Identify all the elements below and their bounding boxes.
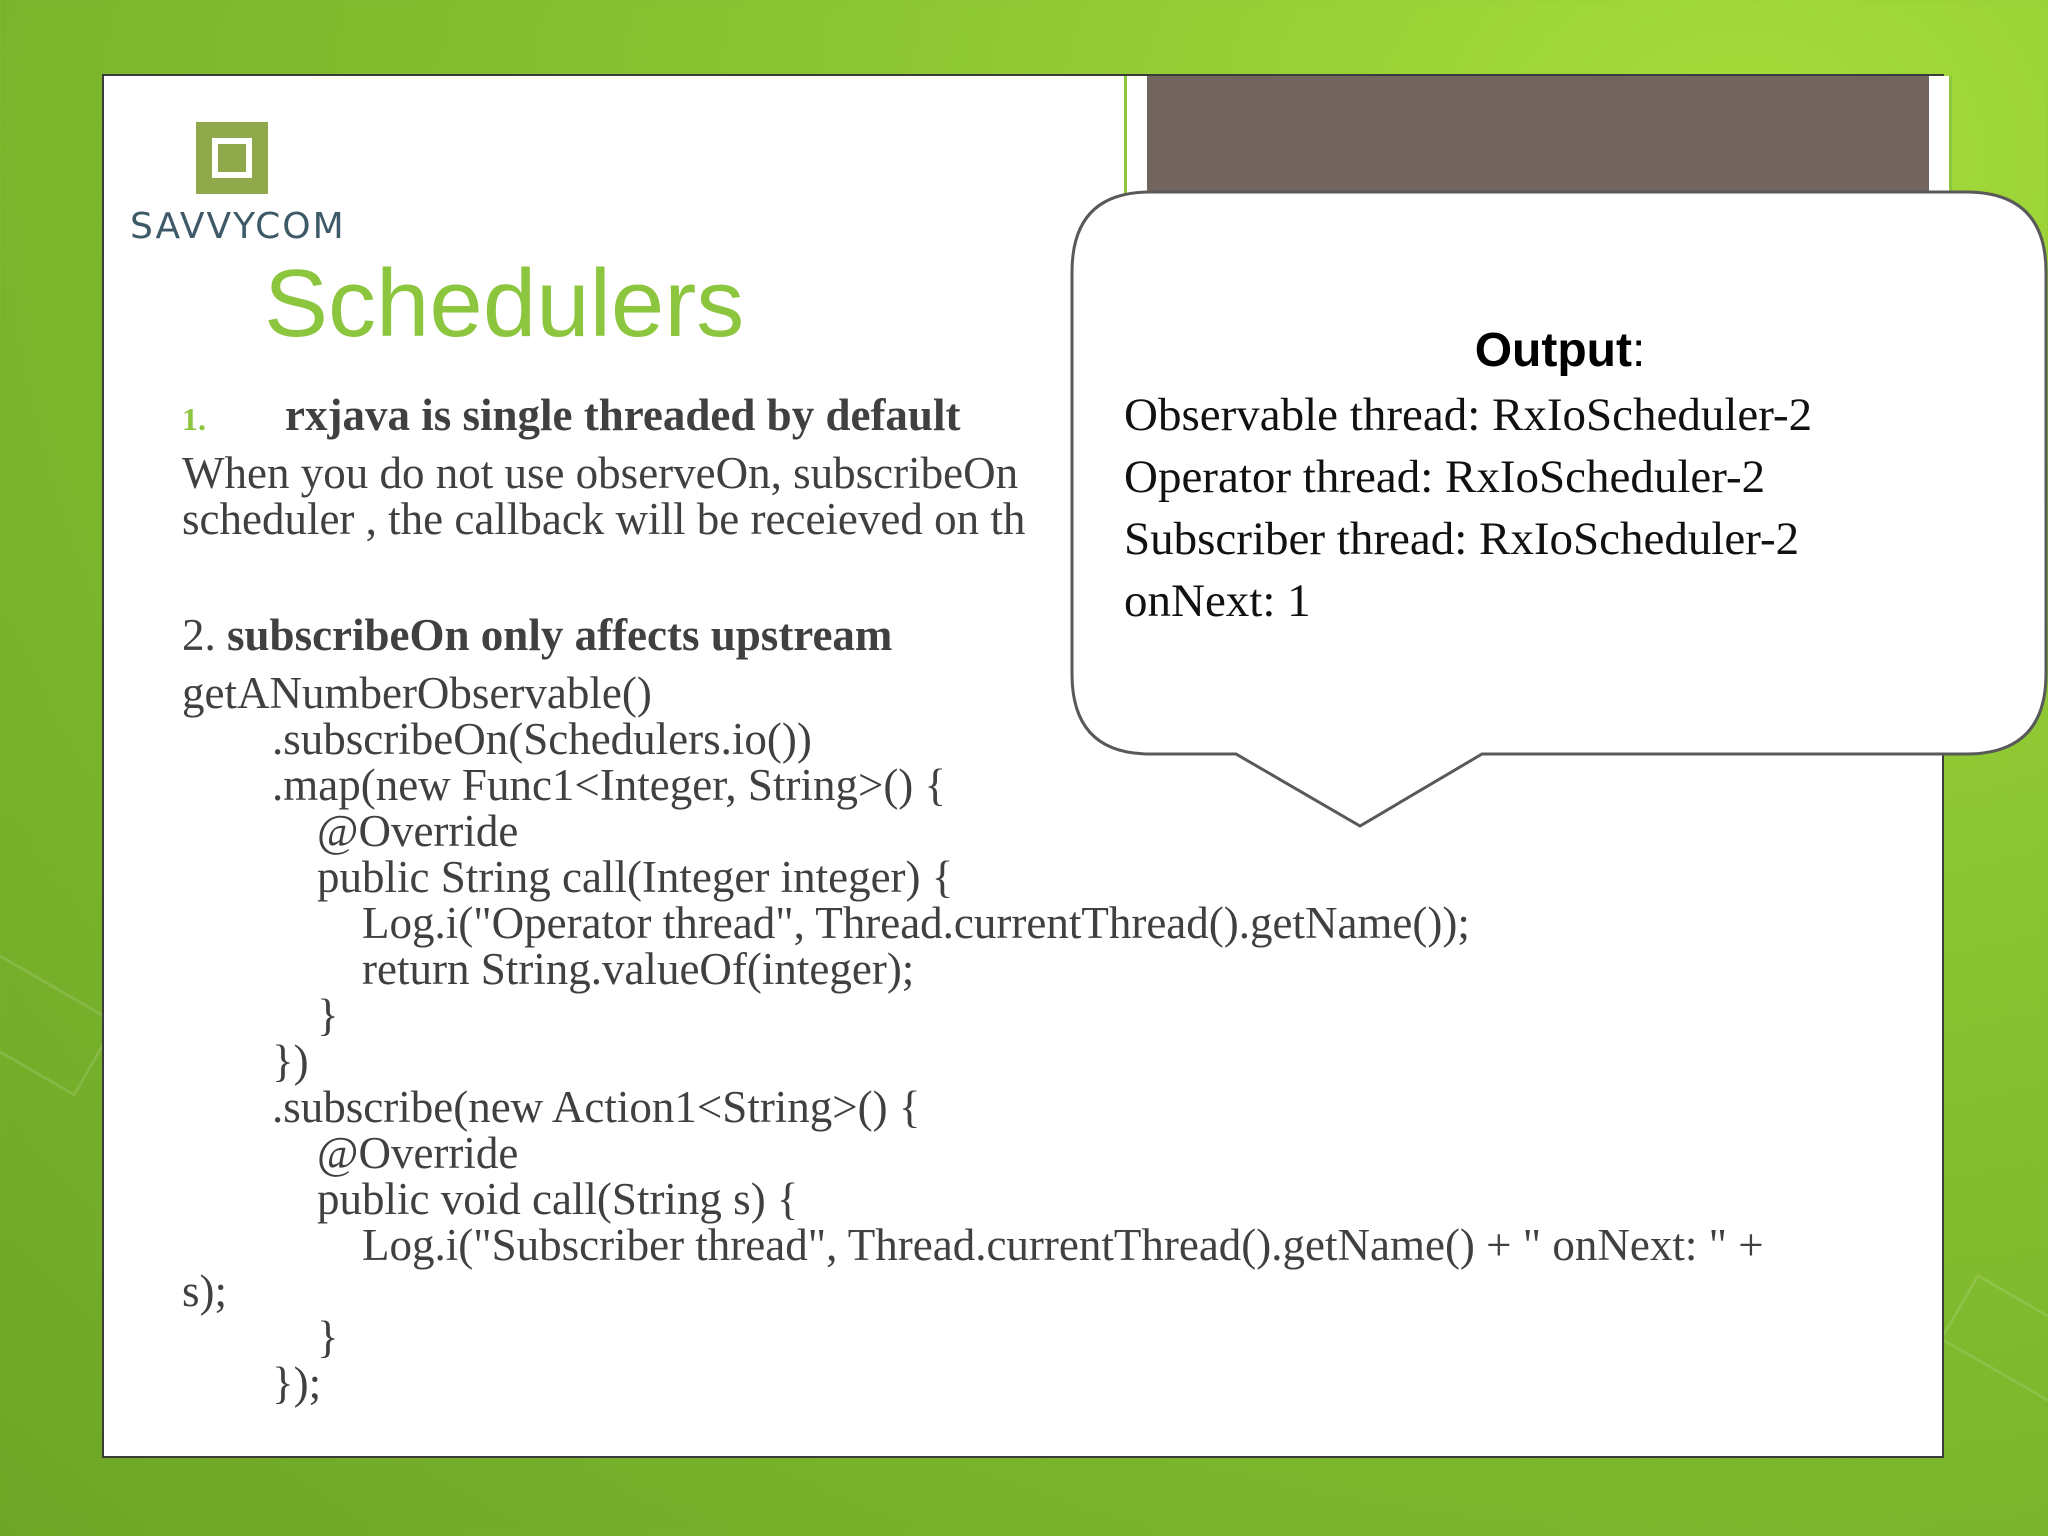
- output-callout: [1070, 190, 2048, 830]
- code-line: public String call(Integer integer) {: [182, 852, 954, 902]
- logo-text: SAVVYCOM: [130, 206, 346, 247]
- code-line: @Override: [182, 1128, 519, 1178]
- point-2-heading-text: subscribeOn only affects upstream: [227, 610, 893, 660]
- code-line: .subscribe(new Action1<String>() {: [182, 1082, 921, 1132]
- code-line: public void call(String s) {: [182, 1174, 799, 1224]
- code-line: .map(new Func1<Integer, String>() {: [182, 760, 947, 810]
- point-1-body-line: When you do not use observeOn, subscribeOn: [182, 448, 1019, 498]
- code-line: getANumberObservable(): [182, 668, 652, 718]
- code-line: return String.valueOf(integer);: [182, 944, 915, 994]
- point-1-number: 1.: [182, 401, 206, 437]
- code-line: Log.i("Subscriber thread", Thread.currentThread().getName() + " onNext: " +: [182, 1220, 1764, 1270]
- code-line: Log.i("Operator thread", Thread.currentThread().getName());: [182, 898, 1470, 948]
- code-line: }: [182, 990, 339, 1040]
- code-line: });: [182, 1358, 322, 1408]
- output-title: Output:: [1474, 324, 1646, 377]
- code-line: .subscribeOn(Schedulers.io()): [182, 714, 812, 764]
- point-2-heading: [182, 612, 892, 658]
- background-hexagon: [0, 949, 118, 1096]
- code-line: s);: [182, 1266, 227, 1316]
- slide-title: Schedulers: [264, 250, 745, 357]
- code-line: }): [182, 1036, 309, 1086]
- output-line: Observable thread: RxIoScheduler-2: [1124, 389, 1813, 441]
- point-1-heading: rxjava is single threaded by default: [285, 390, 961, 440]
- logo-icon: [196, 122, 268, 194]
- code-line: @Override: [182, 806, 519, 856]
- output-line: Subscriber thread: RxIoScheduler-2: [1124, 513, 1800, 565]
- code-line: }: [182, 1312, 339, 1362]
- output-line: onNext: 1: [1124, 575, 1311, 627]
- background-hexagon: [1939, 1274, 2048, 1403]
- top-decoration-bar: [1147, 76, 1929, 208]
- point-2-number: 2.: [182, 610, 216, 660]
- output-line: Operator thread: RxIoScheduler-2: [1124, 451, 1766, 503]
- point-1-body-line: scheduler , the callback will be receieved on th: [182, 494, 1026, 544]
